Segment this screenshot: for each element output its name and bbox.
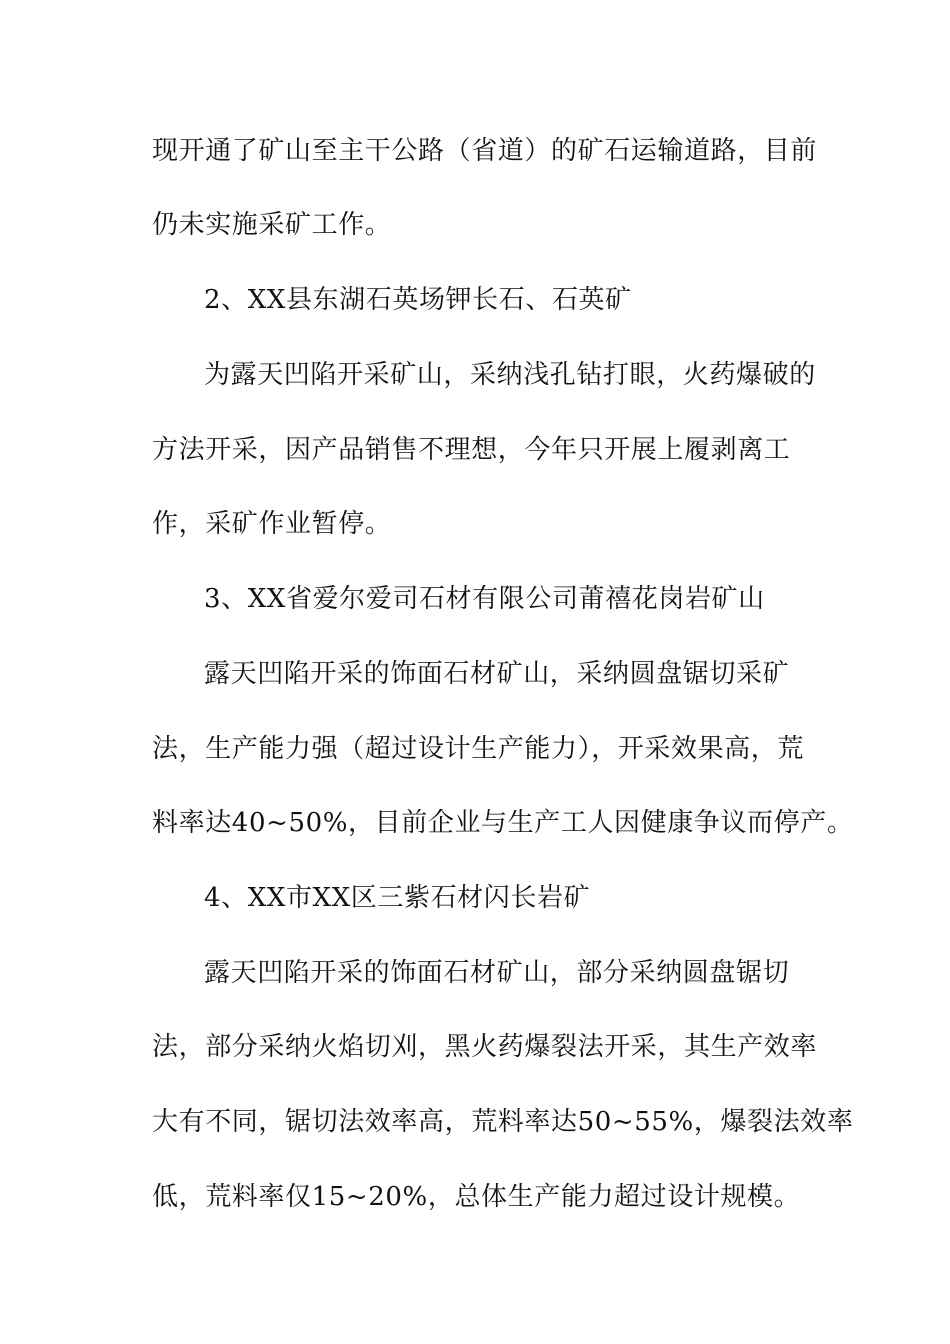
- paragraph-3-line-2: 法，生产能力强（超过设计生产能力），开采效果高，荒: [152, 734, 805, 764]
- paragraph-2-line-1: 为露天凹陷开采矿山，采纳浅孔钻打眼，火药爆破的: [204, 360, 816, 390]
- paragraph-4-line-2: 法，部分采纳火焰切刈，黑火药爆裂法开采，其生产效率: [152, 1032, 818, 1062]
- paragraph-3-line-3: 料率达40~50%，目前企业与生产工人因健康争议而停产。: [152, 808, 854, 838]
- paragraph-4-line-3: 大有不同，锯切法效率高，荒料率达50~55%，爆裂法效率: [152, 1107, 854, 1137]
- paragraph-4-line-1: 露天凹陷开采的饰面石材矿山，部分采纳圆盘锯切: [204, 958, 790, 988]
- paragraph-2-line-3: 作，采矿作业暂停。: [152, 509, 392, 539]
- paragraph-1-line-2: 仍未实施采矿工作。: [152, 210, 392, 240]
- paragraph-3-line-1: 露天凹陷开采的饰面石材矿山，采纳圆盘锯切采矿: [204, 659, 790, 689]
- heading-4: 4、XX市XX区三紫石材闪长岩矿: [204, 883, 591, 913]
- paragraph-1-line-1: 现开通了矿山至主干公路（省道）的矿石运输道路，目前: [152, 136, 818, 166]
- heading-2: 2、XX县东湖石英场钾长石、石英矿: [204, 285, 632, 315]
- paragraph-2-line-2: 方法开采，因产品销售不理想，今年只开展上履剥离工: [152, 435, 791, 465]
- heading-3: 3、XX省爱尔爱司石材有限公司莆禧花岗岩矿山: [204, 584, 765, 614]
- paragraph-4-line-4: 低，荒料率仅15~20%，总体生产能力超过设计规模。: [152, 1182, 801, 1212]
